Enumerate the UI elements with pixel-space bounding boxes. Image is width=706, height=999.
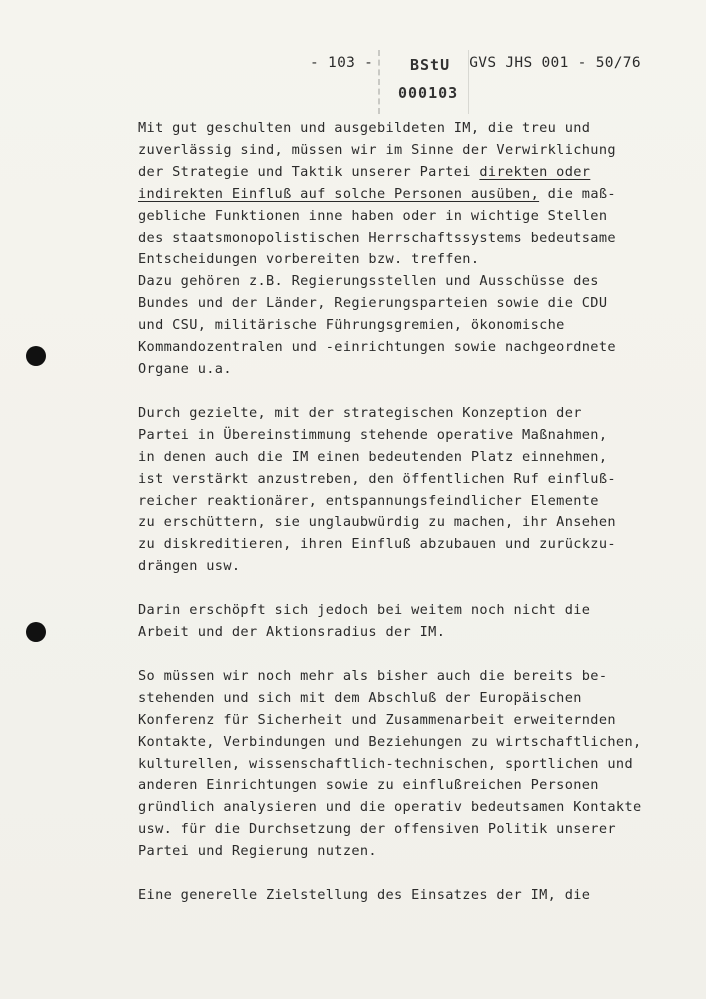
text-line: ist verstärkt anzustreben, den öffentlichen Ruf einfluß- xyxy=(138,470,616,487)
paragraph-3 xyxy=(138,600,678,644)
text-line: gebliche Funktionen inne haben oder in wichtige Stellen xyxy=(138,207,608,224)
body-text xyxy=(138,118,678,907)
text-line: Entscheidungen vorbereiten bzw. treffen. xyxy=(138,251,480,268)
text-line: anderen Einrichtungen sowie zu einflußreichen Personen xyxy=(138,777,599,794)
punch-hole-bottom xyxy=(26,622,46,642)
text-line: Mit gut geschulten und ausgebildeten IM, die treu und xyxy=(138,120,591,136)
underlined-phrase: indirekten Einfluß auf solche Personen ausüben, xyxy=(138,185,540,202)
text-line: Durch gezielte, mit der strategischen Konzeption der xyxy=(138,404,582,421)
text-line: in denen auch die IM einen bedeutenden Platz einnehmen, xyxy=(138,448,608,465)
paragraph-2 xyxy=(138,403,678,578)
text-line: Kommandozentralen und -einrichtungen sowie nachgeordnete xyxy=(138,339,616,356)
text-line: Arbeit und der Aktionsradius der IM. xyxy=(138,624,446,641)
document-reference: GVS JHS 001 - 50/76 xyxy=(469,55,641,71)
underlined-phrase: direkten oder xyxy=(479,163,591,180)
text-line: Dazu gehören z.B. Regierungsstellen und Ausschüsse des xyxy=(138,273,599,290)
text-line: Organe u.a. xyxy=(138,360,232,377)
text-line: und CSU, militärische Führungsgremien, ökonomische xyxy=(138,317,565,334)
text-line: zu diskreditieren, ihren Einfluß abzubauen und zurückzu- xyxy=(138,536,616,553)
text-line: Partei und Regierung nutzen. xyxy=(138,843,377,860)
paragraph-gap xyxy=(138,381,678,403)
archive-stamp-label: BStU xyxy=(410,56,451,74)
text-line: Kontakte, Verbindungen und Beziehungen zu wirtschaftlichen, xyxy=(138,733,642,750)
text-fragment: die maß- xyxy=(539,185,616,202)
text-line: des staatsmonopolistischen Herrschaftssystems bedeutsame xyxy=(138,229,616,246)
text-line: gründlich analysieren und die operativ bedeutsamen Kontakte xyxy=(138,799,642,816)
paragraph-4 xyxy=(138,666,678,863)
text-line: zu erschüttern, sie unglaubwürdig zu machen, ihr Ansehen xyxy=(138,514,616,531)
page-number: - 103 - xyxy=(310,55,374,71)
text-line: Bundes und der Länder, Regierungsparteien sowie die CDU xyxy=(138,295,608,312)
text-line: drängen usw. xyxy=(138,558,241,575)
text-line: zuverlässig sind, müssen wir im Sinne der Verwirklichung xyxy=(138,141,616,158)
text-line: reicher reaktionärer, entspannungsfeindlicher Elemente xyxy=(138,492,599,509)
text-line: Konferenz für Sicherheit und Zusammenarbeit erweiternden xyxy=(138,711,616,728)
punch-hole-top xyxy=(26,346,46,366)
text-line: Eine generelle Zielstellung des Einsatzes der IM, die xyxy=(138,887,591,904)
text-line: stehenden und sich mit dem Abschluß der Europäischen xyxy=(138,689,582,706)
paragraph-1 xyxy=(138,118,678,381)
text-line: kulturellen, wissenschaftlich-technischen, sportlichen und xyxy=(138,755,633,772)
text-line: usw. für die Durchsetzung der offensiven Politik unserer xyxy=(138,821,616,838)
text-line-underlined-a xyxy=(138,162,678,184)
text-line: Darin erschöpft sich jedoch bei weitem noch nicht die xyxy=(138,602,591,619)
sheet-number: 000103 xyxy=(398,84,459,102)
text-line: Partei in Übereinstimmung stehende operative Maßnahmen, xyxy=(138,426,608,443)
paragraph-gap xyxy=(138,644,678,666)
page-header xyxy=(310,55,651,71)
paragraph-5 xyxy=(138,885,678,907)
text-line-underlined-b xyxy=(138,184,678,206)
text-line: So müssen wir noch mehr als bisher auch die bereits be- xyxy=(138,667,608,684)
text-fragment: der Strategie und Taktik unserer Partei xyxy=(138,163,480,180)
paragraph-gap xyxy=(138,578,678,600)
paragraph-gap xyxy=(138,863,678,885)
